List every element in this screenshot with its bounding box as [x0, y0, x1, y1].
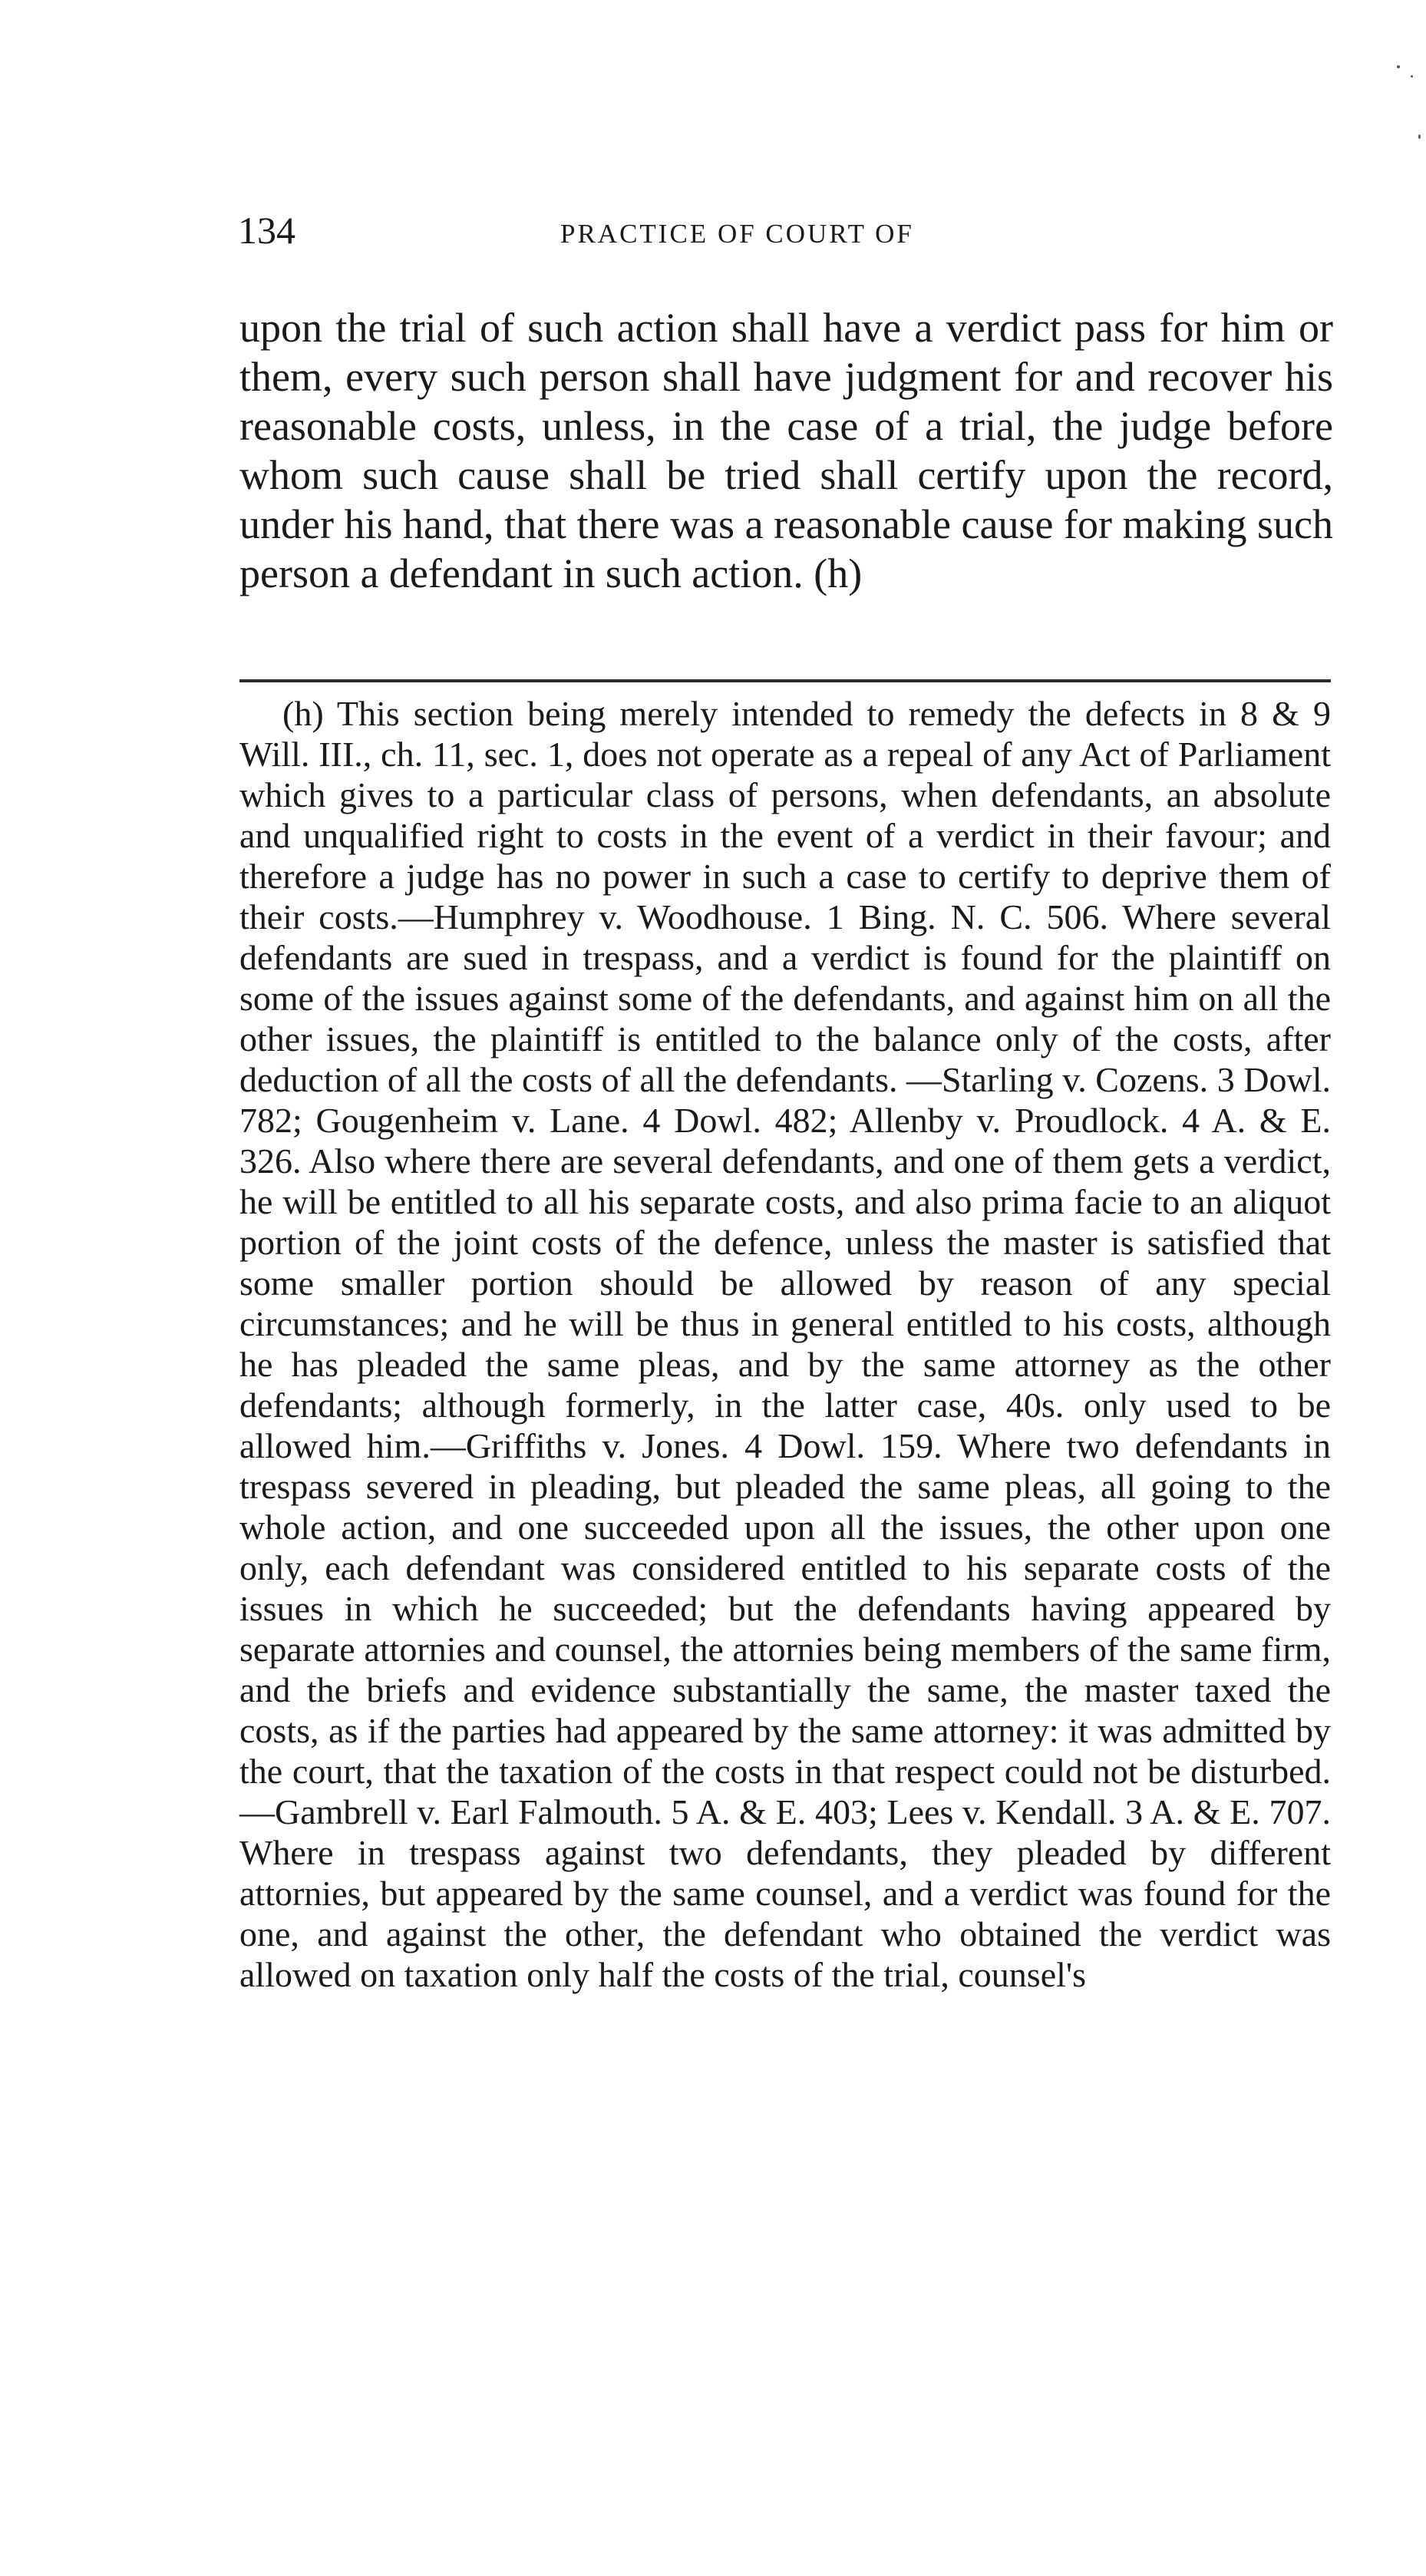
margin-speck [1418, 134, 1421, 139]
margin-speck [1397, 65, 1400, 68]
footnote-divider [239, 679, 1331, 682]
running-head: PRACTICE OF COURT OF [560, 219, 914, 249]
margin-speck [1411, 75, 1413, 78]
main-text-paragraph: upon the trial of such action shall have a verdict pass for him or them, every such person shall have judgment for and recover his reasonable costs, unless, in the case of a trial, the judge before whom such cause shall be tried shall certify upon the record, under his hand, that there was a reasonable cause for making such person a defendant in such action. (h) [239, 305, 1333, 596]
page-number: 134 [238, 209, 295, 252]
footnote-text: (h) This section being merely intended to remedy the defects in 8 & 9 Will. III., ch. 11, sec. 1, does not operate as a repeal of any Act of Parliament which gives to a particular class of persons, when defendants, an absolute and unqualified right to costs in the event of a verdict in their favour; and therefore a judge has no power in such a case to certify to deprive them of their costs.—Humphrey v. Woodhouse. 1 Bing. N. C. 506. Where several defendants are sued in trespass, and a verdict is found for the plaintiff on some of the issues against some of the defendants, and against him on all the other issues, the plaintiff is entitled to the balance only of the costs, after deduction of all the costs of all the defendants. —Starling v. Cozens. 3 Dowl. 782; Gougenheim v. Lane. 4 Dowl. 482; Allenby v. Proudlock. 4 A. & E. 326. Also where there are several defendants, and one of them gets a verdict, he will be entitled to all his separate costs, and also prima facie to an aliquot portion of the joint costs of the defence, unless the master is satisfied that some smaller portion should be allowed by reason of any special circumstances; and he will be thus in general entitled to his costs, although he has pleaded the same pleas, and by the same attorney as the other defendants; although formerly, in the latter case, 40s. only used to be allowed him.—Griffiths v. Jones. 4 Dowl. 159. Where two defendants in trespass severed in pleading, but pleaded the same pleas, all going to the whole action, and one succeeded upon all the issues, the other upon one only, each defendant was considered entitled to his separate costs of the issues in which he succeeded; but the defendants having appeared by separate attornies and counsel, the attornies being members of the same firm, and the briefs and evidence substantially the same, the master taxed the costs, as if the parties had appeared by the same attorney: it was admitted by the court, that the taxation of the costs in that respect could not be disturbed.—Gambrell v. Earl Falmouth. 5 A. & E. 403; Lees v. Kendall. 3 A. & E. 707. Where in trespass against two defendants, they pleaded by different attornies, but appeared by the same counsel, and a verdict was found for the one, and against the other, the defendant who obtained the verdict was allowed on taxation only half the costs of the trial, counsel's [239, 694, 1331, 1994]
page-header [238, 207, 1328, 261]
